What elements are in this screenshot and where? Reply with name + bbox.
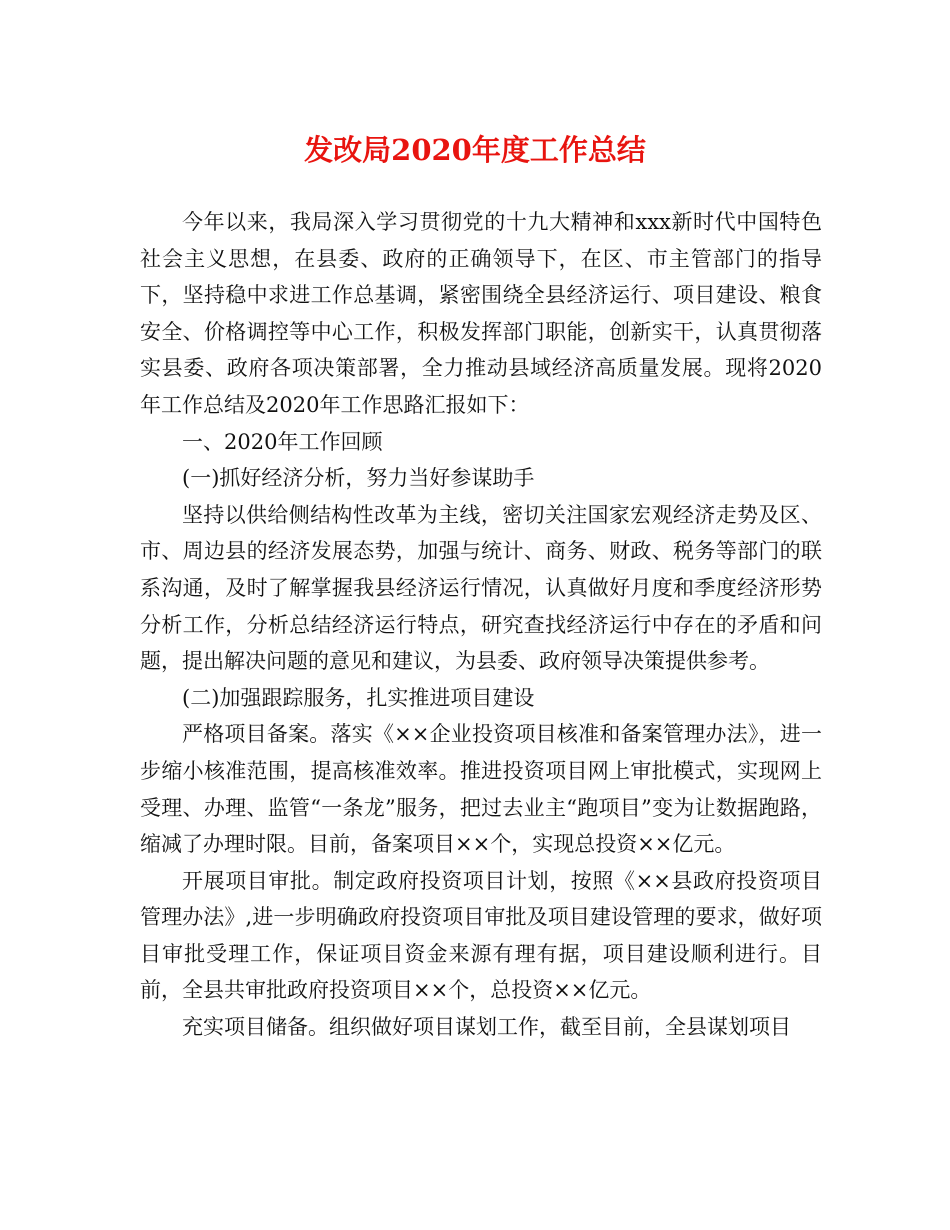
paragraph-economic-analysis: 坚持以供给侧结构性改革为主线，密切关注国家宏观经济走势及区、市、周边县的经济发展态势，加强与统计、商务、财政、税务等部门的联系沟通，及时了解掌握我县经济运行情况，认真做好月度和季度经济形势分析工作，分析总结经济运行特点，研究查找经济运行中存在的矛盾和问题，提出解决问题的意见和建议，为县委、政府领导决策提供参考。: [140, 502, 822, 674]
section-heading-review: 一、2020年工作回顾: [182, 429, 383, 454]
document-body: [140, 204, 822, 1046]
paragraph-intro: 今年以来，我局深入学习贯彻党的十九大精神和xxx新时代中国特色社会主义思想，在县委、政府的正确领导下，在区、市主管部门的指导下，坚持稳中求进工作总基调，紧密围绕全县经济运行、项目建设、粮食安全、价格调控等中心工作，积极发挥部门职能，创新实干，认真贯彻落实县委、政府各项决策部署，全力推动县域经济高质量发展。现将2020年工作总结及2020年工作思路汇报如下：: [140, 210, 822, 417]
document-title: 发改局2020年度工作总结: [304, 133, 646, 167]
paragraph-project-approval: 开展项目审批。制定政府投资项目计划，按照《××县政府投资项目管理办法》,进一步明确政府投资项目审批及项目建设管理的要求，做好项目审批受理工作，保证项目资金来源有理有据，项目建设顺利进行。目前，全县共审批政府投资项目××个，总投资××亿元。: [140, 868, 822, 1003]
paragraph-project-filing: 严格项目备案。落实《××企业投资项目核准和备案管理办法》，进一步缩小核准范围，提高核准效率。推进投资项目网上审批模式，实现网上受理、办理、监管“一条龙”服务，把过去业主“跑项目”变为让数据跑路，缩减了办理时限。目前，备案项目××个，实现总投资××亿元。: [140, 722, 822, 857]
paragraph-project-reserve: 充实项目储备。组织做好项目谋划工作，截至目前，全县谋划项目: [182, 1015, 791, 1040]
subheading-economic-analysis: (一)抓好经济分析，努力当好参谋助手: [182, 466, 535, 491]
subheading-project-construction: (二)加强跟踪服务，扎实推进项目建设: [182, 685, 535, 710]
